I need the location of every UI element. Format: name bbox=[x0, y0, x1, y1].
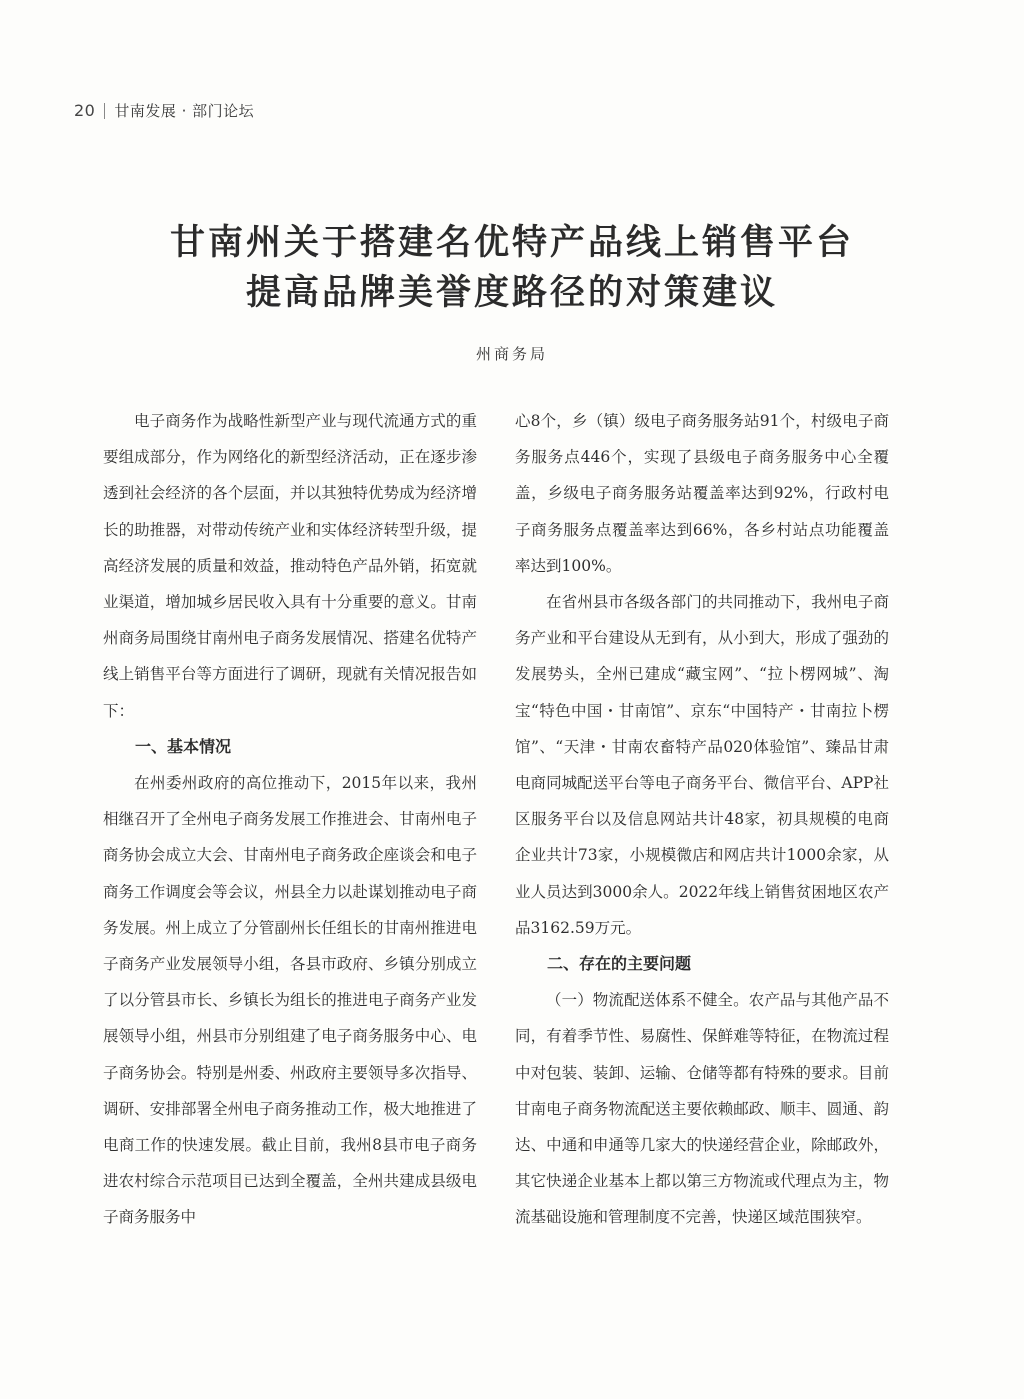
title-line-1: 甘南州关于搭建名优特产品线上销售平台 bbox=[169, 222, 854, 263]
problem-paragraph-1: （一）物流配送体系不健全。农产品与其他产品不同，有着季节性、易腐性、保鲜难等特征，在物流过程中对包装、装卸、运输、仓储等都有特殊的要求。目前甘南电子商务物流配送主要依赖邮政、顺丰、圆通、韵达、中通和申通等几家大的快递经营企业，除邮政外，其它快递企业基本上都以第三方物流或代理点为主，物流基础设施和管理制度不完善，快递区域范围狭窄。 bbox=[515, 991, 889, 1227]
section-name: 甘南发展 · 部门论坛 bbox=[114, 102, 255, 120]
section-heading-basic: 一、基本情况 bbox=[135, 736, 232, 756]
basic-paragraph-1: 在州委州政府的高位推动下，2015年以来，我州相继召开了全州电子商务发展工作推进会、甘南州电子商务协会成立大会、甘南州电子商务政企座谈会和电子商务工作调度会等会议，州县全力以赴谋划推动电子商务发展。州上成立了分管副州长任组长的甘南州推进电子商务产业发展领导小组，各县市政府、乡镇分别成立了以分管县市长、乡镇长为组长的推进电子商务产业发展领导小组，州县市分别组建了电子商务服务中心、电子商务协会。特别是州委、州政府主要领导多次指导、调研、安排部署全州电子商务推动工作，极大地推进了电商工作的快速发展。截止目前，我州8县市电子商务进农村综合示范项目已达到全覆盖，全州共建成县级电子商务服务中 bbox=[103, 774, 477, 1227]
right-column bbox=[515, 403, 889, 1236]
basic-paragraph-1-continued: 心8个，乡（镇）级电子商务服务站91个，村级电子商务服务点446个，实现了县级电子商务服务中心全覆盖，乡级电子商务服务站覆盖率达到92%，行政村电子商务服务点覆盖率达到66%，各乡村站点功能覆盖率达到100%。 bbox=[515, 412, 889, 575]
section-heading-problems: 二、存在的主要问题 bbox=[547, 954, 692, 974]
left-column bbox=[103, 403, 477, 1236]
intro-paragraph: 电子商务作为战略性新型产业与现代流通方式的重要组成部分，作为网络化的新型经济活动，正在逐步渗透到社会经济的各个层面，并以其独特优势成为经济增长的助推器，对带动传统产业和实体经济转型升级，提高经济发展的质量和效益，推动特色产品外销，拓宽就业渠道，增加城乡居民收入具有十分重要的意义。甘南州商务局围绕甘南州电子商务发展情况、搭建名优特产线上销售平台等方面进行了调研，现就有关情况报告如下： bbox=[103, 412, 477, 720]
article-title bbox=[0, 218, 1024, 318]
title-line-2: 提高品牌美誉度路径的对策建议 bbox=[245, 272, 778, 313]
basic-paragraph-2: 在省州县市各级各部门的共同推动下，我州电子商务产业和平台建设从无到有，从小到大，形成了强劲的发展势头，全州已建成“藏宝网”、“拉卜楞网城”、淘宝“特色中国・甘南馆”、京东“中国特产・甘南拉卜楞馆”、“天津・甘南农畜特产品020体验馆”、臻品甘肃电商同城配送平台等电子商务平台、微信平台、APP社区服务平台以及信息网站共计48家，初具规模的电商企业共计73家，小规模微店和网店共计1000余家，从业人员达到3000余人。2022年线上销售贫困地区农产品3162.59万元。 bbox=[515, 593, 889, 937]
author-byline: 州商务局 bbox=[475, 345, 548, 363]
page-number: 20 bbox=[74, 101, 96, 120]
header-divider bbox=[104, 103, 105, 119]
running-head bbox=[74, 100, 254, 121]
